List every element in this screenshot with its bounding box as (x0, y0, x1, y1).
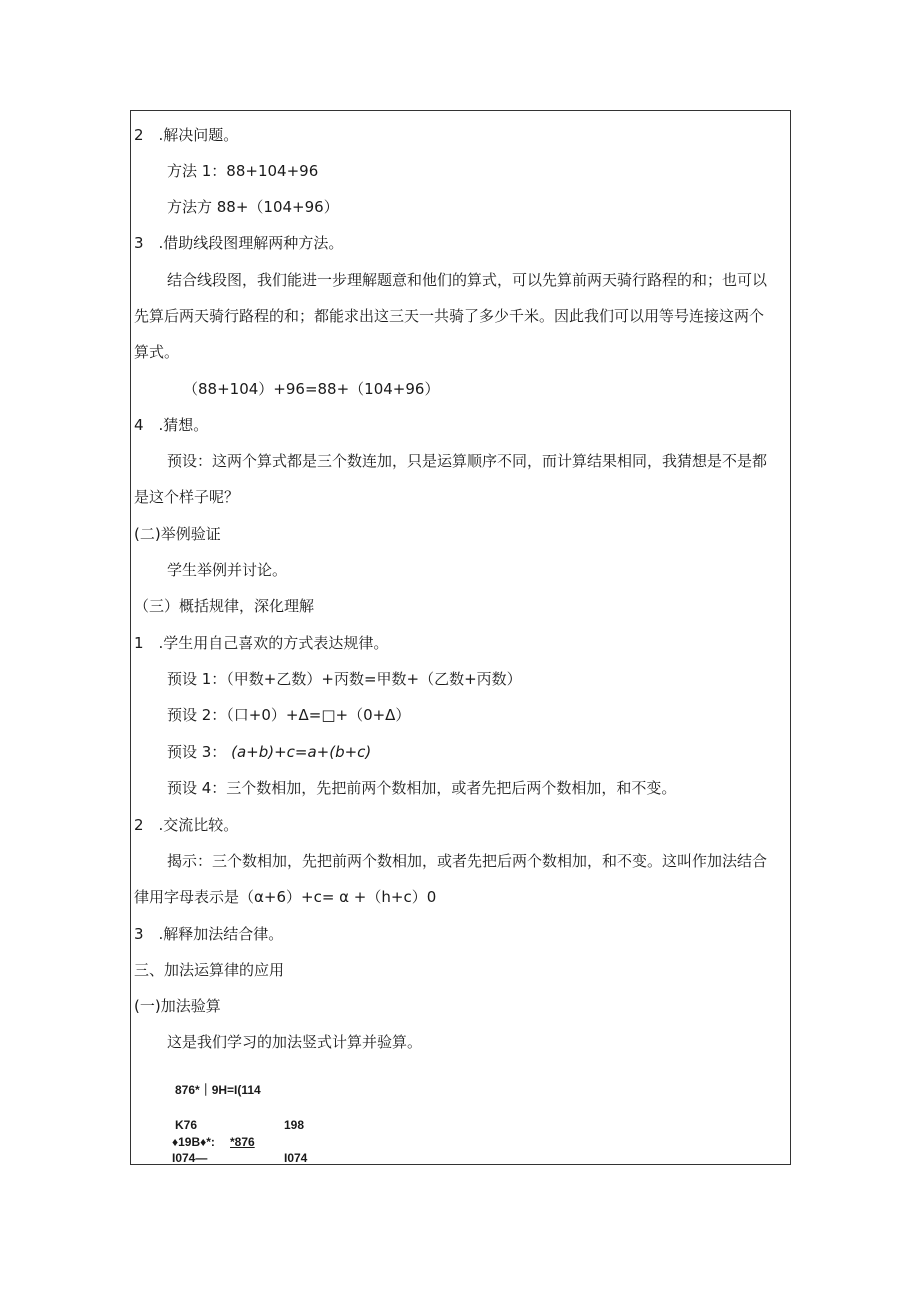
paragraph-line: 这是我们学习的加法竖式计算并验算。 (167, 1033, 423, 1051)
step-1-express-rule: 1 .学生用自己喜欢的方式表达规律。 (134, 634, 389, 652)
vertical-calc-line: 876*｜9H=I(114 (175, 1083, 261, 1097)
vertical-calc-cell: *876 (230, 1135, 255, 1149)
preset-3-formula: (a+b)+c=a+(b+c) (231, 743, 372, 761)
equation-line: （88+104）+96=88+（104+96） (183, 380, 440, 398)
step-3-explain: 3 .解释加法结合律。 (134, 925, 284, 943)
vertical-calc-cell: I074 (284, 1151, 308, 1165)
preset-1: 预设 1：（甲数+乙数）+丙数=甲数+（乙数+丙数） (167, 670, 522, 688)
paragraph-line: 揭示：三个数相加，先把前两个数相加，或者先把后两个数相加，和不变。这叫作加法结合 (167, 852, 768, 870)
section-heading: （三）概括规律，深化理解 (134, 597, 315, 615)
section-heading: (二)举例验证 (134, 525, 221, 543)
step-3-segment-diagram: 3 .借助线段图理解两种方法。 (134, 234, 344, 252)
paragraph-line: 先算后两天骑行路程的和；都能求出这三天一共骑了多少千米。因此我们可以用等号连接这两个 (134, 307, 765, 325)
section-heading: (一)加法验算 (134, 997, 221, 1015)
paragraph-line: 律用字母表示是（α+6）+c= α +（h+c）0 (134, 888, 437, 906)
paragraph-line: 算式。 (134, 343, 180, 361)
section-heading: 三、加法运算律的应用 (134, 961, 285, 979)
preset-3 (167, 742, 371, 762)
step-4-guess: 4 .猜想。 (134, 416, 209, 434)
preset-2: 预设 2：（口+0）+Δ=□+（0+Δ） (167, 706, 411, 724)
vertical-calc-cell: ♦19B♦*: (172, 1135, 215, 1149)
step-2-solve: 2 .解决问题。 (134, 126, 239, 144)
method-2: 方法方 88+（104+96） (167, 198, 339, 216)
step-2-compare: 2 .交流比较。 (134, 816, 239, 834)
preset-3-label: 预设 3： (167, 743, 227, 761)
vertical-calc-cell: K76 (175, 1118, 198, 1132)
vertical-calc-cell: I074— (172, 1151, 208, 1165)
paragraph-line: 结合线段图，我们能进一步理解题意和他们的算式，可以先算前两天骑行路程的和；也可以 (167, 271, 768, 289)
preset-4: 预设 4：三个数相加，先把前两个数相加，或者先把后两个数相加，和不变。 (167, 779, 677, 797)
paragraph-line: 预设：这两个算式都是三个数连加，只是运算顺序不同，而计算结果相同，我猜想是不是都 (167, 452, 768, 470)
vertical-calc-cell: 198 (284, 1118, 305, 1132)
paragraph-line: 学生举例并讨论。 (167, 561, 288, 579)
method-1: 方法 1：88+104+96 (167, 162, 319, 180)
paragraph-line: 是这个样子呢？ (134, 488, 240, 506)
